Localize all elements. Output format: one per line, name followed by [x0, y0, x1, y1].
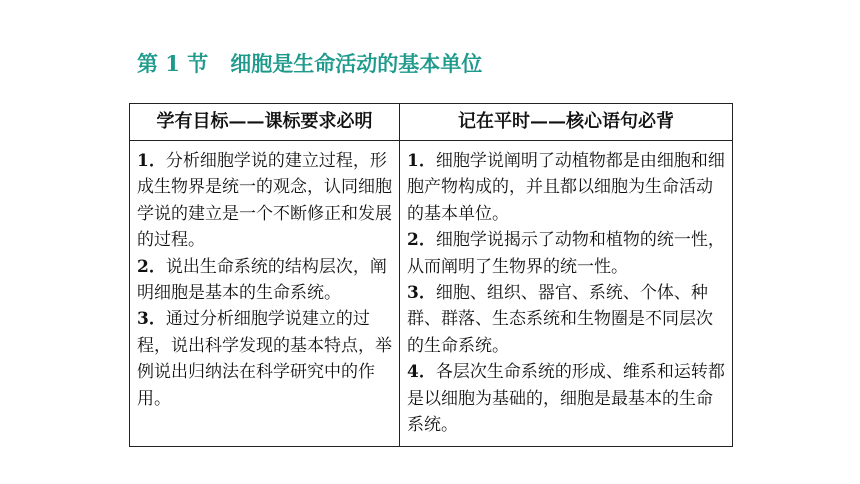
item-text: 细胞学说阐明了动植物都是由细胞和细胞产物构成的，并且都以细胞为生命活动的基本单位。 — [407, 151, 725, 224]
item-text: 细胞学说揭示了动物和植物的统一性，从而阐明了生物界的统一性。 — [407, 230, 725, 277]
page-title — [137, 48, 482, 80]
item-number: 3． — [137, 309, 166, 330]
item-number: 2． — [407, 230, 436, 251]
table-row — [130, 141, 733, 447]
item-number: 1． — [407, 151, 436, 171]
header-learning-goals: 学有目标——课标要求必明 — [130, 104, 400, 141]
section-number: 第 1 节 — [137, 51, 209, 76]
list-item — [407, 148, 726, 227]
item-number: 1． — [137, 151, 166, 171]
list-item — [407, 280, 726, 359]
item-number: 4． — [407, 362, 436, 383]
section-name: 细胞是生命活动的基本单位 — [230, 51, 483, 76]
item-text: 各层次生命系统的形成、维系和运转都是以细胞为基础的，细胞是最基本的生命系统。 — [407, 362, 725, 436]
item-text: 细胞、组织、器官、系统、个体、种群、群落、生态系统和生物圈是不同层次的生命系统。 — [407, 283, 713, 356]
list-item — [407, 227, 726, 280]
item-number: 3． — [407, 283, 436, 304]
item-text: 通过分析细胞学说建立的过程，说出科学发现的基本特点，举例说出归纳法在科学研究中的作用。 — [137, 309, 392, 409]
learning-goals-cell — [130, 141, 400, 447]
item-text: 分析细胞学说的建立过程，形成生物界是统一的观念，认同细胞学说的建立是一个不断修正和发展的过程。 — [137, 151, 392, 251]
list-item — [137, 306, 393, 412]
item-number: 2． — [137, 256, 166, 277]
list-item — [407, 359, 726, 438]
key-statements-cell — [400, 141, 733, 447]
list-item — [137, 254, 393, 307]
header-key-statements: 记在平时——核心语句必背 — [400, 104, 733, 141]
item-text: 说出生命系统的结构层次，阐明细胞是基本的生命系统。 — [137, 256, 387, 304]
list-item — [137, 148, 393, 254]
table-header-row — [130, 104, 733, 141]
objectives-table — [129, 103, 733, 447]
